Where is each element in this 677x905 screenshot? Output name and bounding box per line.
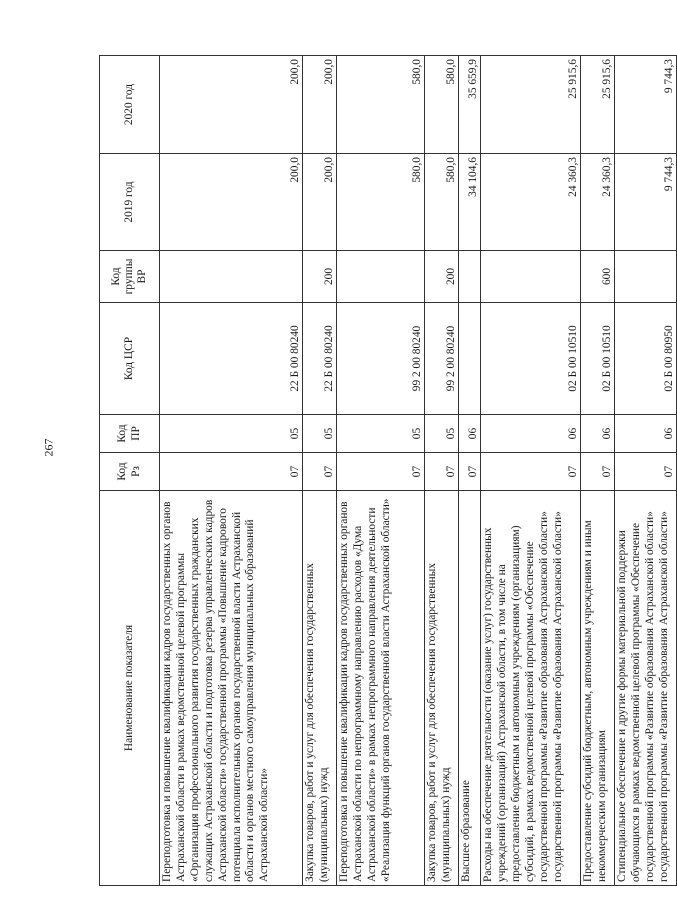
row-2020: 200,0	[303, 56, 337, 154]
budget-table	[99, 55, 677, 886]
row-2020: 25 915,6	[481, 56, 581, 154]
row-pr: 06	[481, 415, 581, 453]
header-rz: Код Рз	[100, 453, 160, 491]
row-pr: 05	[303, 415, 337, 453]
table-row	[303, 56, 337, 886]
row-vr	[615, 251, 677, 303]
row-2019: 580,0	[425, 154, 459, 251]
row-csr: 99 2 00 80240	[425, 303, 459, 415]
row-csr: 02 Б 00 80950	[615, 303, 677, 415]
table-row	[337, 56, 425, 886]
row-rz: 07	[303, 453, 337, 491]
row-2019: 24 360,3	[581, 154, 615, 251]
row-csr: 02 Б 00 10510	[581, 303, 615, 415]
row-2020: 25 915,6	[581, 56, 615, 154]
row-vr: 200	[303, 251, 337, 303]
table-row	[481, 56, 581, 886]
header-name: Наименование показателя	[100, 491, 160, 886]
row-rz: 07	[160, 453, 303, 491]
header-2020: 2020 год	[100, 56, 160, 154]
row-rz: 07	[481, 453, 581, 491]
row-rz: 07	[615, 453, 677, 491]
table-row	[160, 56, 303, 886]
row-vr: 200	[425, 251, 459, 303]
row-pr: 06	[459, 415, 481, 453]
row-pr: 05	[425, 415, 459, 453]
row-2019: 9 744,3	[615, 154, 677, 251]
row-vr	[337, 251, 425, 303]
table-header-row	[100, 56, 160, 886]
row-2019: 24 360,3	[481, 154, 581, 251]
row-2019: 200,0	[160, 154, 303, 251]
header-2019: 2019 год	[100, 154, 160, 251]
table-row	[581, 56, 615, 886]
row-pr: 06	[581, 415, 615, 453]
row-name: Закупка товаров, работ и услуг для обеспечения государственных (муниципальных) нужд	[425, 491, 459, 886]
row-vr	[160, 251, 303, 303]
row-name: Переподготовка и повышение квалификации кадров государственных органов Астраханской области по непрограммному направлению расходов «Дума Астраханской области» в рамках непрограммного направления деятельности «Реализация функций органов государственной власти Астраханской области»	[337, 491, 425, 886]
header-pr: Код ПР	[100, 415, 160, 453]
row-pr: 05	[337, 415, 425, 453]
row-2020: 200,0	[160, 56, 303, 154]
row-rz: 07	[581, 453, 615, 491]
row-pr: 06	[615, 415, 677, 453]
row-name: Стипендиальное обеспечение и другие формы материальной поддержки обучающихся в рамках ведомственной целевой программы «Обеспечение государственной программы «Развитие образования Астраханской области» государственной программы «Развитие образования Астраханской области»	[615, 491, 677, 886]
row-vr: 600	[581, 251, 615, 303]
header-csr: Код ЦСР	[100, 303, 160, 415]
row-csr: 22 Б 00 80240	[303, 303, 337, 415]
row-rz: 07	[459, 453, 481, 491]
row-csr: 22 Б 00 80240	[160, 303, 303, 415]
table-row	[425, 56, 459, 886]
header-vr: Код группы ВР	[100, 251, 160, 303]
table-row	[615, 56, 677, 886]
row-vr	[459, 251, 481, 303]
row-2020: 35 659,9	[459, 56, 481, 154]
row-2020: 580,0	[425, 56, 459, 154]
row-2019: 580,0	[337, 154, 425, 251]
row-csr: 02 Б 00 10510	[481, 303, 581, 415]
row-pr: 05	[160, 415, 303, 453]
row-name: Расходы на обеспечение деятельности (оказание услуг) государственных учреждений (организаций) Астраханской области, в том числе на предоставление бюджетным и автономным учреждениям (организациям) субсидий, в рамках ведомственной целевой программы «Обеспечение государственной программы «Развитие образования Астраханской области» государственной программы «Развитие образования Астраханской области»	[481, 491, 581, 886]
row-2019: 34 104,6	[459, 154, 481, 251]
row-vr	[481, 251, 581, 303]
row-name: Переподготовка и повышение квалификации кадров государственных органов Астраханской области в рамках ведомственной целевой программы «Организация профессионального развития государственных гражданских служащих Астраханской области и подготовка резерва управленческих кадров Астраханской области» государственной программы «Повышение кадрового потенциала исполнительных органов государственной власти Астраханской области и органов местного самоуправления муниципальных образований Астраханской области»	[160, 491, 303, 886]
row-name: Высшее образование	[459, 491, 481, 886]
row-name: Закупка товаров, работ и услуг для обеспечения государственных (муниципальных) нужд	[303, 491, 337, 886]
row-csr	[459, 303, 481, 415]
table-row	[459, 56, 481, 886]
row-csr: 99 2 00 80240	[337, 303, 425, 415]
row-2019: 200,0	[303, 154, 337, 251]
page-number: 267	[41, 438, 56, 457]
row-rz: 07	[425, 453, 459, 491]
row-name: Предоставление субсидий бюджетным, автономным учреждениям и иным некоммерческим организациям	[581, 491, 615, 886]
rotated-table-container	[99, 56, 675, 886]
row-2020: 9 744,3	[615, 56, 677, 154]
row-rz: 07	[337, 453, 425, 491]
row-2020: 580,0	[337, 56, 425, 154]
